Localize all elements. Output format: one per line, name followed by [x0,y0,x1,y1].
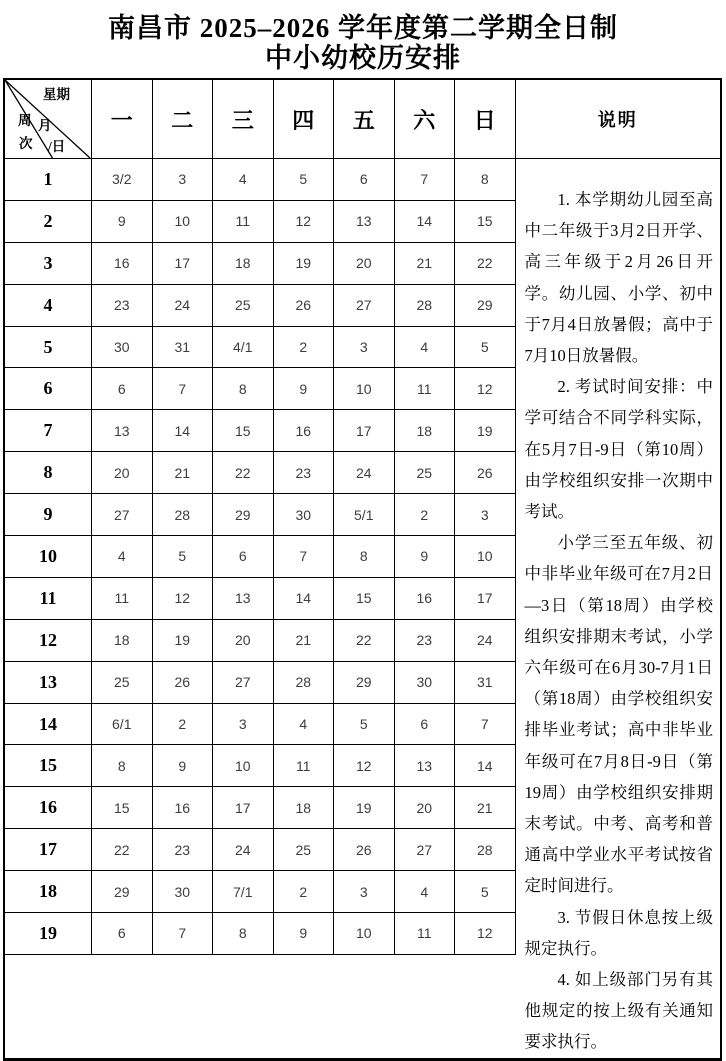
date-cell: 30 [395,662,456,703]
date-cell: 30 [274,494,335,535]
date-cell: 24 [153,285,214,326]
table-row [5,662,516,704]
note-paragraph: 3. 节假日休息按上级规定执行。 [524,907,713,958]
date-cell: 30 [92,327,153,368]
note-paragraph: 2. 考试时间安排：中学可结合不同学科实际，在5月7日-9日（第10周）由学校组织安排一次期中考试。 [524,377,713,522]
date-cell: 11 [92,578,153,619]
date-cell: 15 [455,201,516,242]
date-cell: 5 [455,327,516,368]
date-cell: 15 [334,578,395,619]
calendar-table [3,78,722,1061]
date-cell: 4 [395,871,456,912]
corner-cell [5,80,92,158]
date-cell: 10 [153,201,214,242]
date-cell: 6 [92,913,153,954]
weekday-header: 一 [92,80,153,158]
corner-day-label: /日 [48,139,66,154]
week-number-cell: 14 [5,704,92,745]
date-cell: 13 [213,578,274,619]
date-cell: 28 [153,494,214,535]
date-cell: 14 [153,410,214,451]
date-cell: 20 [213,620,274,661]
week-number-cell: 1 [5,159,92,200]
week-number-cell: 18 [5,871,92,912]
date-cell: 6/1 [92,704,153,745]
date-cell: 14 [274,578,335,619]
date-cell: 7 [274,536,335,577]
date-cell: 3 [153,159,214,200]
date-cell: 25 [213,285,274,326]
date-cell: 21 [153,452,214,493]
date-cell: 4/1 [213,327,274,368]
date-cell: 7/1 [213,871,274,912]
date-cell: 23 [153,829,214,870]
date-cell: 18 [395,410,456,451]
weekday-header: 日 [455,80,516,158]
corner-month-label: 月 [38,118,52,133]
date-cell: 19 [334,787,395,828]
date-cell: 9 [92,201,153,242]
week-number-cell: 15 [5,745,92,786]
page-title [0,13,726,73]
date-cell: 7 [153,368,214,409]
date-cell: 12 [455,913,516,954]
title-line-1: 南昌市 2025–2026 学年度第二学期全日制 [108,13,618,43]
date-cell: 29 [213,494,274,535]
date-cell: 17 [213,787,274,828]
date-cell: 12 [274,201,335,242]
date-cell: 14 [455,745,516,786]
date-cell: 16 [274,410,335,451]
table-row [5,745,516,787]
weekday-header: 六 [395,80,456,158]
week-number-cell: 5 [5,327,92,368]
table-row [5,368,516,410]
date-cell: 22 [455,243,516,284]
date-cell: 12 [153,578,214,619]
date-cell: 25 [274,829,335,870]
week-number-cell: 4 [5,285,92,326]
date-cell: 4 [395,327,456,368]
date-cell: 19 [274,243,335,284]
weekday-header: 五 [334,80,395,158]
date-cell: 10 [334,913,395,954]
date-cell: 11 [395,368,456,409]
table-row [5,536,516,578]
date-cell: 22 [92,829,153,870]
date-cell: 10 [334,368,395,409]
date-cell: 9 [274,368,335,409]
date-cell: 26 [153,662,214,703]
date-cell: 3/2 [92,159,153,200]
week-number-cell: 2 [5,201,92,242]
date-cell: 4 [213,159,274,200]
date-cell: 17 [334,410,395,451]
date-cell: 21 [395,243,456,284]
date-cell: 5 [153,536,214,577]
date-cell: 15 [213,410,274,451]
date-cell: 23 [92,285,153,326]
table-row [5,704,516,746]
week-number-cell: 16 [5,787,92,828]
table-row [5,787,516,829]
date-cell: 5 [274,159,335,200]
date-cell: 22 [213,452,274,493]
date-cell: 8 [92,745,153,786]
date-cell: 19 [153,620,214,661]
table-row [5,494,516,536]
week-number-cell: 3 [5,243,92,284]
table-row [5,410,516,452]
date-cell: 13 [395,745,456,786]
weekday-header: 二 [153,80,214,158]
date-cell: 18 [213,243,274,284]
date-cell: 26 [455,452,516,493]
date-cell: 27 [213,662,274,703]
date-cell: 11 [395,913,456,954]
table-row [5,327,516,369]
date-cell: 7 [395,159,456,200]
date-cell: 25 [92,662,153,703]
date-cell: 6 [395,704,456,745]
date-cell: 2 [274,871,335,912]
title-line-2: 中小幼校历安排 [265,43,461,73]
calendar-header-row [5,80,720,159]
date-cell: 8 [213,913,274,954]
week-number-cell: 11 [5,578,92,619]
date-cell: 29 [92,871,153,912]
date-cell: 20 [334,243,395,284]
week-number-cell: 7 [5,410,92,451]
date-cell: 7 [153,913,214,954]
date-cell: 26 [274,285,335,326]
date-cell: 9 [153,745,214,786]
date-cell: 24 [213,829,274,870]
table-row [5,285,516,327]
date-cell: 28 [455,829,516,870]
date-cell: 14 [395,201,456,242]
date-cell: 11 [274,745,335,786]
date-cell: 26 [334,829,395,870]
date-cell: 18 [274,787,335,828]
corner-week-label: 周 [18,113,32,128]
date-cell: 21 [274,620,335,661]
table-row [5,201,516,243]
date-cell: 6 [213,536,274,577]
date-cell: 13 [334,201,395,242]
calendar-rows [5,159,516,1058]
week-number-cell: 12 [5,620,92,661]
calendar-page [0,13,726,1052]
date-cell: 8 [334,536,395,577]
corner-weekday-label: 星期 [43,87,70,102]
date-cell: 27 [92,494,153,535]
date-cell: 13 [92,410,153,451]
date-cell: 10 [455,536,516,577]
week-number-cell: 9 [5,494,92,535]
date-cell: 28 [395,285,456,326]
date-cell: 17 [455,578,516,619]
date-cell: 7 [455,704,516,745]
date-cell: 5 [334,704,395,745]
date-cell: 17 [153,243,214,284]
date-cell: 4 [274,704,335,745]
date-cell: 10 [213,745,274,786]
date-cell: 30 [153,871,214,912]
date-cell: 16 [395,578,456,619]
date-cell: 2 [153,704,214,745]
date-cell: 4 [92,536,153,577]
date-cell: 12 [334,745,395,786]
date-cell: 24 [334,452,395,493]
date-cell: 23 [274,452,335,493]
date-cell: 3 [455,494,516,535]
date-cell: 15 [92,787,153,828]
date-cell: 21 [455,787,516,828]
date-cell: 3 [334,871,395,912]
date-cell: 31 [455,662,516,703]
date-cell: 19 [455,410,516,451]
weekday-header: 三 [213,80,274,158]
week-number-cell: 17 [5,829,92,870]
date-cell: 8 [455,159,516,200]
date-cell: 20 [395,787,456,828]
date-cell: 18 [92,620,153,661]
date-cell: 12 [455,368,516,409]
date-cell: 22 [334,620,395,661]
table-row [5,871,516,913]
table-row [5,620,516,662]
calendar-body [5,159,720,1058]
corner-order-label: 次 [19,136,33,151]
table-row [5,578,516,620]
week-number-cell: 8 [5,452,92,493]
date-cell: 31 [153,327,214,368]
date-cell: 2 [274,327,335,368]
date-cell: 3 [334,327,395,368]
note-paragraph: 小学三至五年级、初中非毕业年级可在7月2日—3日（第18周）由学校组织安排期末考试，小学六年级可在6月30-7月1日（第18周）由学校组织安排毕业考试；高中非毕业年级可在7月8日-9日（第19周）由学校组织安排期末考试。中考、高考和普通高中学业水平考试按省定时间进行。 [524,533,713,896]
date-cell: 8 [213,368,274,409]
table-row [5,243,516,285]
week-number-cell: 19 [5,913,92,954]
date-cell: 20 [92,452,153,493]
date-cell: 5 [455,871,516,912]
date-cell: 2 [395,494,456,535]
table-row [5,452,516,494]
notes-header: 说明 [597,110,638,130]
date-cell: 16 [153,787,214,828]
table-row [5,913,516,955]
weekday-header: 四 [274,80,335,158]
date-cell: 29 [455,285,516,326]
date-cell: 23 [395,620,456,661]
date-cell: 5/1 [334,494,395,535]
date-cell: 16 [92,243,153,284]
week-number-cell: 6 [5,368,92,409]
date-cell: 11 [213,201,274,242]
date-cell: 29 [334,662,395,703]
date-cell: 6 [92,368,153,409]
notes-cell [516,159,721,1058]
date-cell: 28 [274,662,335,703]
date-cell: 9 [395,536,456,577]
date-cell: 3 [213,704,274,745]
date-cell: 9 [274,913,335,954]
date-cell: 6 [334,159,395,200]
date-cell: 27 [395,829,456,870]
week-number-cell: 13 [5,662,92,703]
table-row [5,159,516,201]
note-paragraph: 1. 本学期幼儿园至高中二年级于3月2日开学、高三年级于2月26日开学。幼儿园、小学、初中于7月4日放暑假；高中于7月10日放暑假。 [524,190,713,366]
note-paragraph: 4. 如上级部门另有其他规定的按上级有关通知要求执行。 [524,970,713,1052]
date-cell: 25 [395,452,456,493]
week-number-cell: 10 [5,536,92,577]
date-cell: 24 [455,620,516,661]
date-cell: 27 [334,285,395,326]
table-row [5,829,516,871]
